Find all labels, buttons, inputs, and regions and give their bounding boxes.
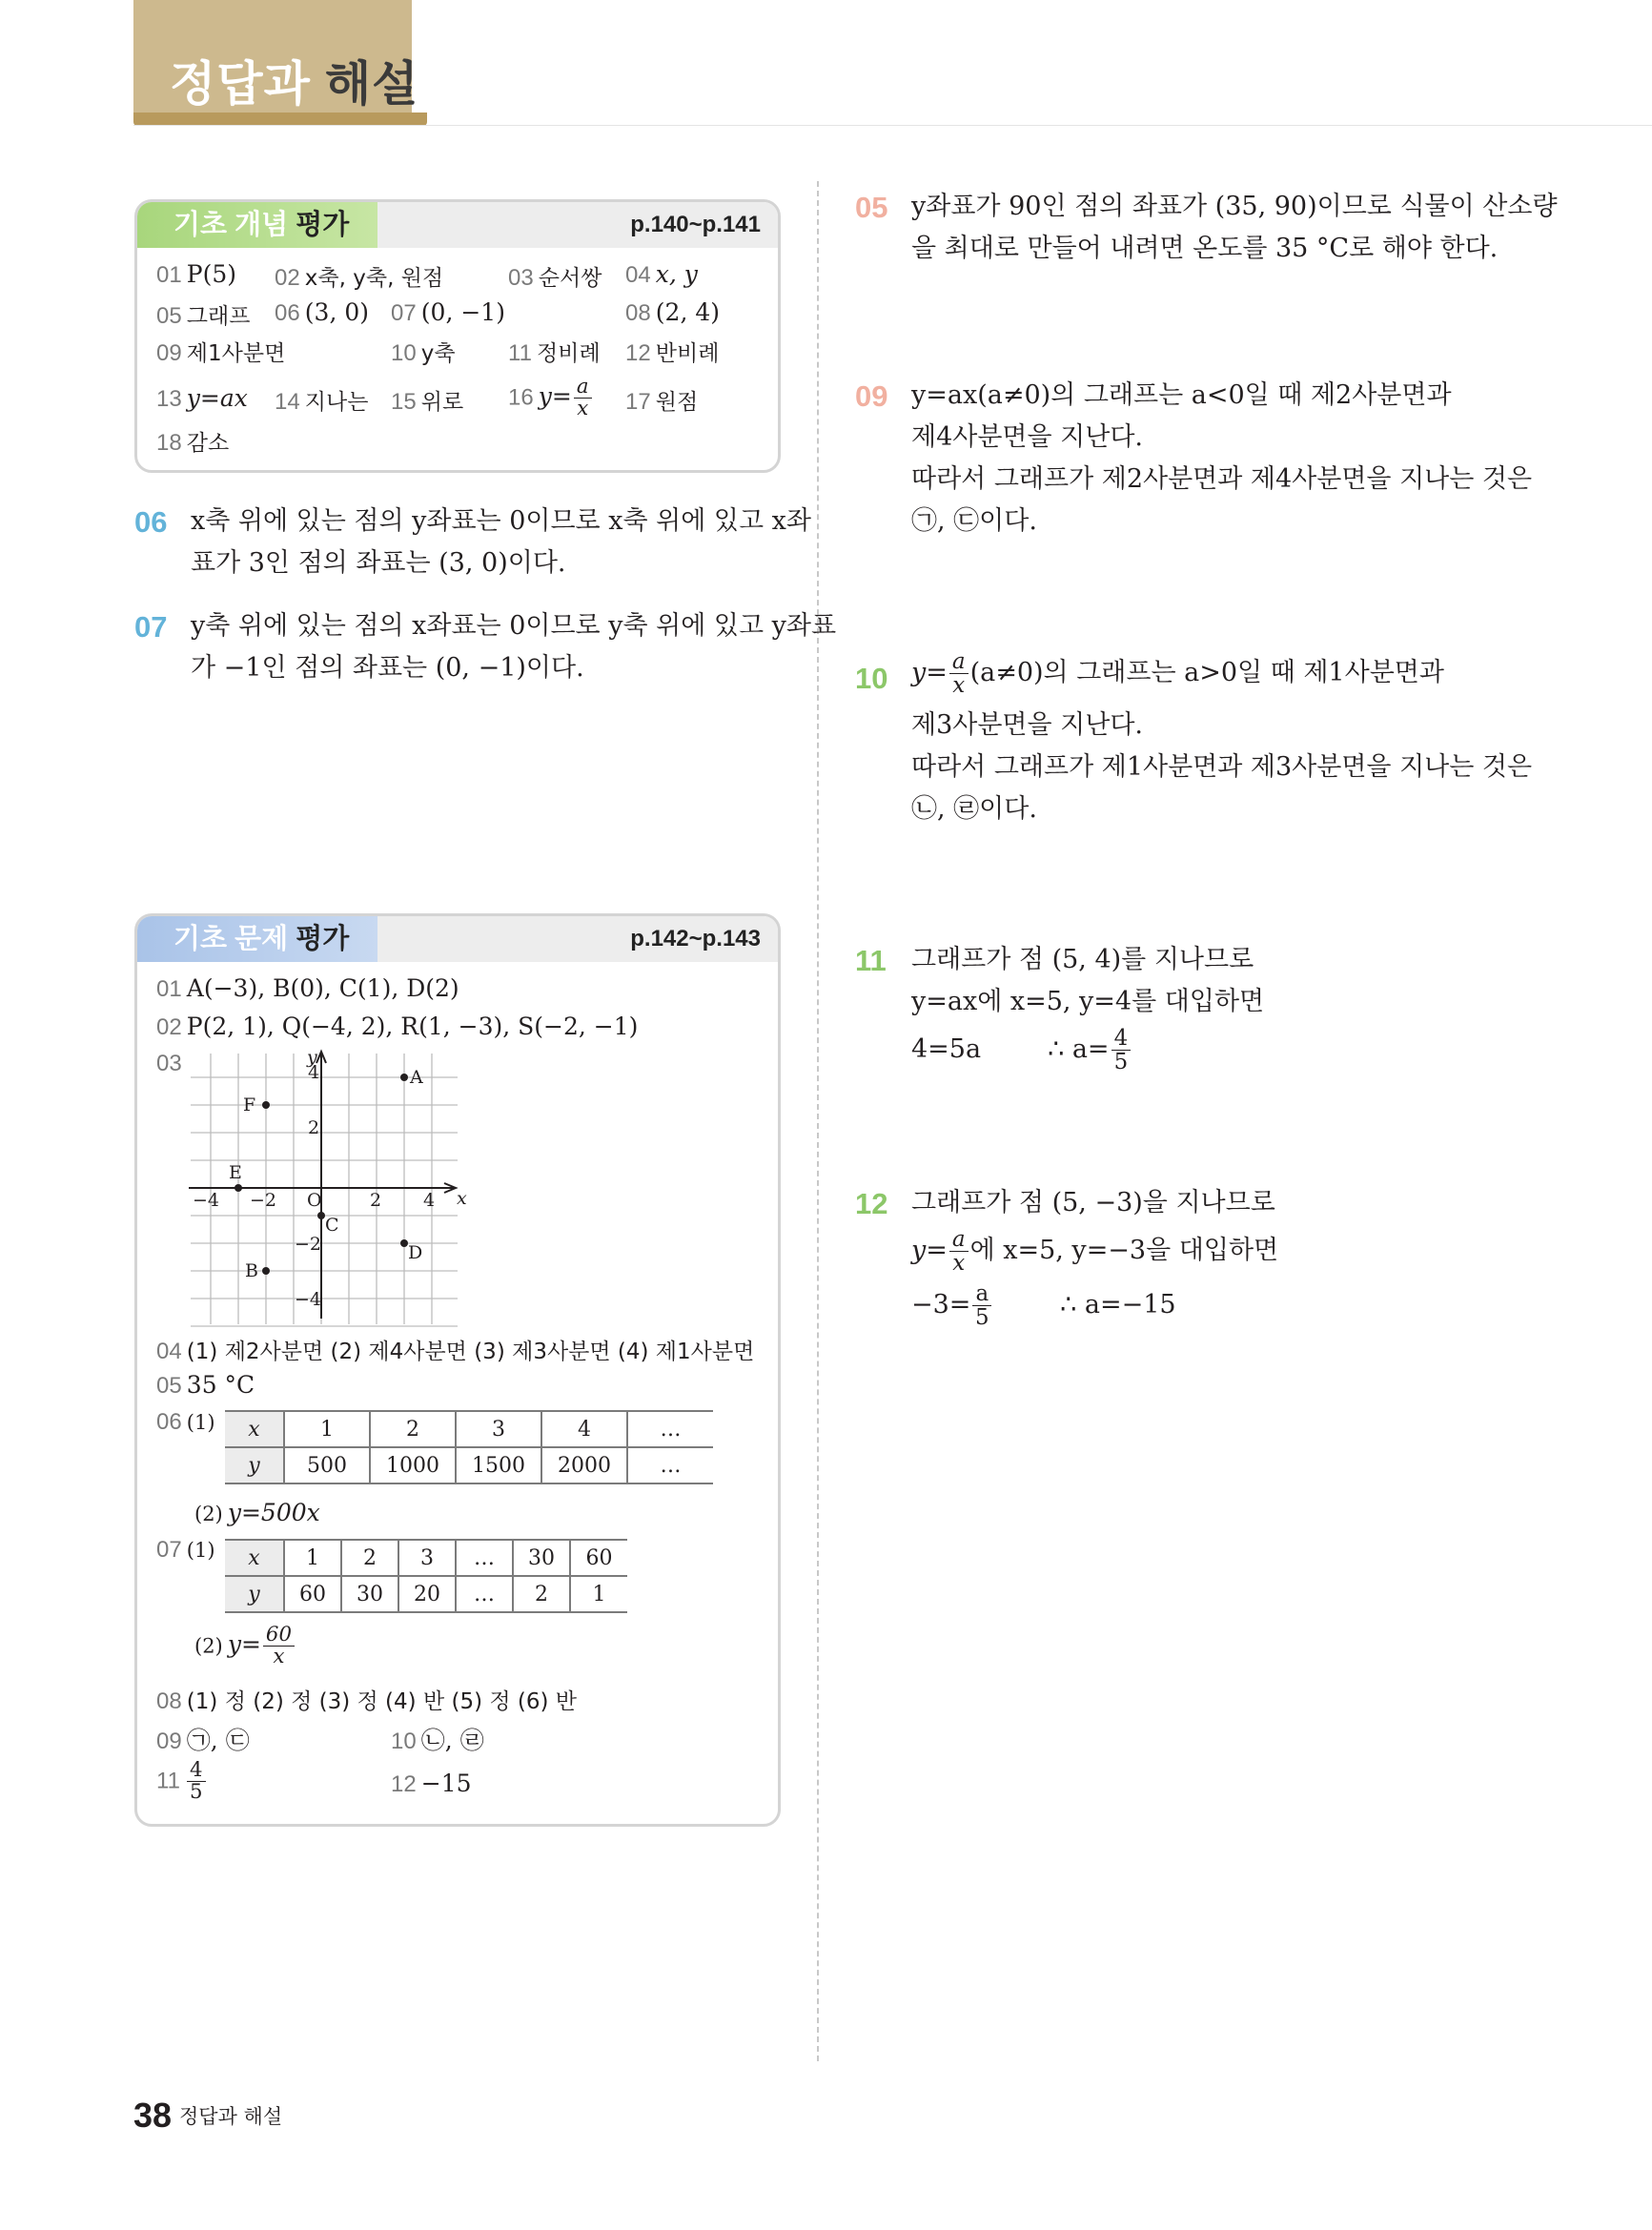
solution-text: x축 위에 있는 점의 y좌표는 0이므로 x축 위에 있고 x좌 표가 3인 점의 좌표는 (3, 0)이다. (191, 506, 811, 578)
x-tick-label: −4 (193, 1190, 220, 1211)
solution-number: 11 (855, 944, 887, 977)
answer-item: 11 $\frac{4}{5}$ (156, 1760, 208, 1804)
x-tick-label: −2 (250, 1190, 277, 1211)
answer-item: 09 제1사분면 (156, 340, 286, 366)
page-title (170, 46, 418, 114)
solution-text: y좌표가 90인 점의 좌표가 (35, 90)이므로 식물이 산소량 을 최대로 만들어 내려면 온도를 35 °C로 해야 한다. (911, 192, 1558, 263)
answer-item: 12 −15 (391, 1770, 472, 1797)
point-label-C: C (325, 1215, 339, 1236)
answer-item: 10 ㉡, ㉣ (391, 1727, 484, 1754)
answer-item: 02 P(2, 1), Q(−4, 2), R(1, −3), S(−2, −1) (156, 1013, 639, 1040)
answer-item: 17 원점 (625, 389, 699, 415)
point-F (262, 1101, 270, 1109)
problem-eval-pages: p.142~p.143 (630, 926, 761, 951)
problem-eval-tag-b: 평가 (296, 924, 350, 954)
point-label-D: D (408, 1242, 423, 1263)
solution-number: 06 (134, 505, 168, 539)
point-label-E: E (229, 1162, 242, 1183)
point-A (400, 1074, 408, 1081)
answer-item: 02 x축, y축, 원점 (275, 265, 444, 291)
header-tab-bar (133, 113, 427, 126)
problem-eval-tag-a: 기초 문제 (173, 924, 289, 954)
solution-number: 05 (855, 191, 888, 224)
page-title-b: 해설 (324, 57, 419, 111)
answer-item: 01 P(5) (156, 260, 237, 288)
solution-text: y축 위에 있는 점의 x좌표는 0이므로 y축 위에 있고 y좌표 가 −1인 점의 좌표는 (0, −1)이다. (191, 611, 837, 683)
problem-eval-tag (137, 916, 377, 962)
point-B (262, 1267, 270, 1275)
concept-eval-tag-b: 평가 (296, 210, 350, 240)
answer-item: 06 (3, 0) (275, 298, 370, 326)
page-number: 38 (133, 2096, 173, 2135)
answer-item: 01 A(−3), B(0), C(1), D(2) (156, 974, 459, 1002)
answer-item: 12 반비례 (625, 340, 720, 366)
answer-item: 06 (1) (156, 1409, 215, 1435)
origin-label: O (307, 1190, 322, 1211)
answer-item: 10 y축 (391, 340, 456, 366)
answer-item: 18 감소 (156, 430, 230, 456)
point-label-B: B (245, 1260, 258, 1281)
point-label-F: F (243, 1095, 256, 1115)
answer-item: (2) y=500x (194, 1499, 320, 1526)
footer-label: 정답과 해설 (179, 2105, 283, 2128)
solution-text: 그래프가 점 (5, 4)를 지나므로 y=ax에 x=5, y=4를 대입하면 4=5a ∴ a= $\frac{4}{5}$ (911, 945, 1265, 1075)
point-C (317, 1212, 325, 1219)
value-table-06: x 1 2 3 4 … y 500 1000 1500 2000 … (225, 1410, 713, 1484)
answer-item: 08 (2, 4) (625, 298, 721, 326)
page-title-a: 정답과 (170, 57, 311, 111)
x-axis-label: x (457, 1188, 467, 1209)
axes (189, 1052, 456, 1319)
solution-number: 07 (134, 610, 168, 644)
coordinate-graph (189, 1047, 467, 1328)
answer-item: 05 35 °C (156, 1371, 255, 1399)
answer-item: 09 ㉠, ㉢ (156, 1727, 250, 1754)
answer-item: 03 순서쌍 (508, 265, 602, 291)
y-tick-label: 4 (308, 1062, 320, 1083)
y-axis-label: y (307, 1047, 317, 1068)
solution-text: y= $\frac{a}{x}$ (a≠0)의 그래프는 a>0일 때 제1사분면과 제3사분면을 지난다. 따라서 그래프가 제1사분면과 제3사분면을 지나는 것은 ㉡, ㉣이다. (911, 649, 1533, 825)
solution-text: 그래프가 점 (5, −3)을 지나므로 y= $\frac{a}{x}$ 에 x=5, y=−3을 대입하면 −3= $\frac{a}{5}$ ∴ a=−15 (911, 1188, 1279, 1331)
answer-item: 07 (1) (156, 1537, 215, 1563)
solution-text: y=ax(a≠0)의 그래프는 a<0일 때 제2사분면과 제4사분면을 지난다. 따라서 그래프가 제2사분면과 제4사분면을 지나는 것은 ㉠, ㉢이다. (911, 380, 1533, 536)
answer-item: 04 x, y (625, 260, 698, 288)
concept-eval-pages: p.140~p.141 (630, 212, 761, 237)
x-tick-label: 2 (370, 1190, 382, 1211)
answer-item: 16 y= $\frac{a}{x}$ (508, 377, 594, 420)
answer-item: 05 그래프 (156, 303, 251, 329)
point-E (235, 1184, 242, 1192)
x-tick-label: 4 (423, 1190, 436, 1211)
column-divider (817, 181, 819, 2061)
point-D (400, 1239, 408, 1247)
point-label-A: A (410, 1067, 423, 1088)
y-tick-label: 2 (308, 1117, 320, 1138)
answer-item: 13 y=ax (156, 384, 248, 412)
answer-item: 08 (1) 정 (2) 정 (3) 정 (4) 반 (5) 정 (6) 반 (156, 1688, 578, 1714)
solution-number: 12 (855, 1187, 888, 1220)
value-table-07: x 1 2 3 … 30 60 y 60 30 20 … 2 1 (225, 1539, 627, 1613)
solution-number: 09 (855, 379, 888, 413)
answer-item: 07 (0, −1) (391, 298, 505, 326)
answer-item: 04 (1) 제2사분면 (2) 제4사분면 (3) 제3사분면 (4) 제1사분면 (156, 1339, 755, 1364)
answer-item: 11 정비례 (508, 340, 601, 366)
answer-item: 14 지나는 (275, 389, 369, 415)
y-tick-label: −4 (295, 1289, 322, 1310)
grid (191, 1054, 458, 1326)
solution-number: 10 (855, 662, 888, 695)
concept-eval-tag (137, 202, 377, 248)
header-rule (133, 125, 1652, 126)
answer-item: 03 (156, 1051, 182, 1076)
concept-eval-tag-a: 기초 개념 (173, 210, 289, 240)
y-tick-label: −2 (295, 1234, 322, 1255)
answer-item: 15 위로 (391, 389, 464, 415)
answer-item: (2) y= $\frac{60}{x}$ (194, 1625, 296, 1668)
